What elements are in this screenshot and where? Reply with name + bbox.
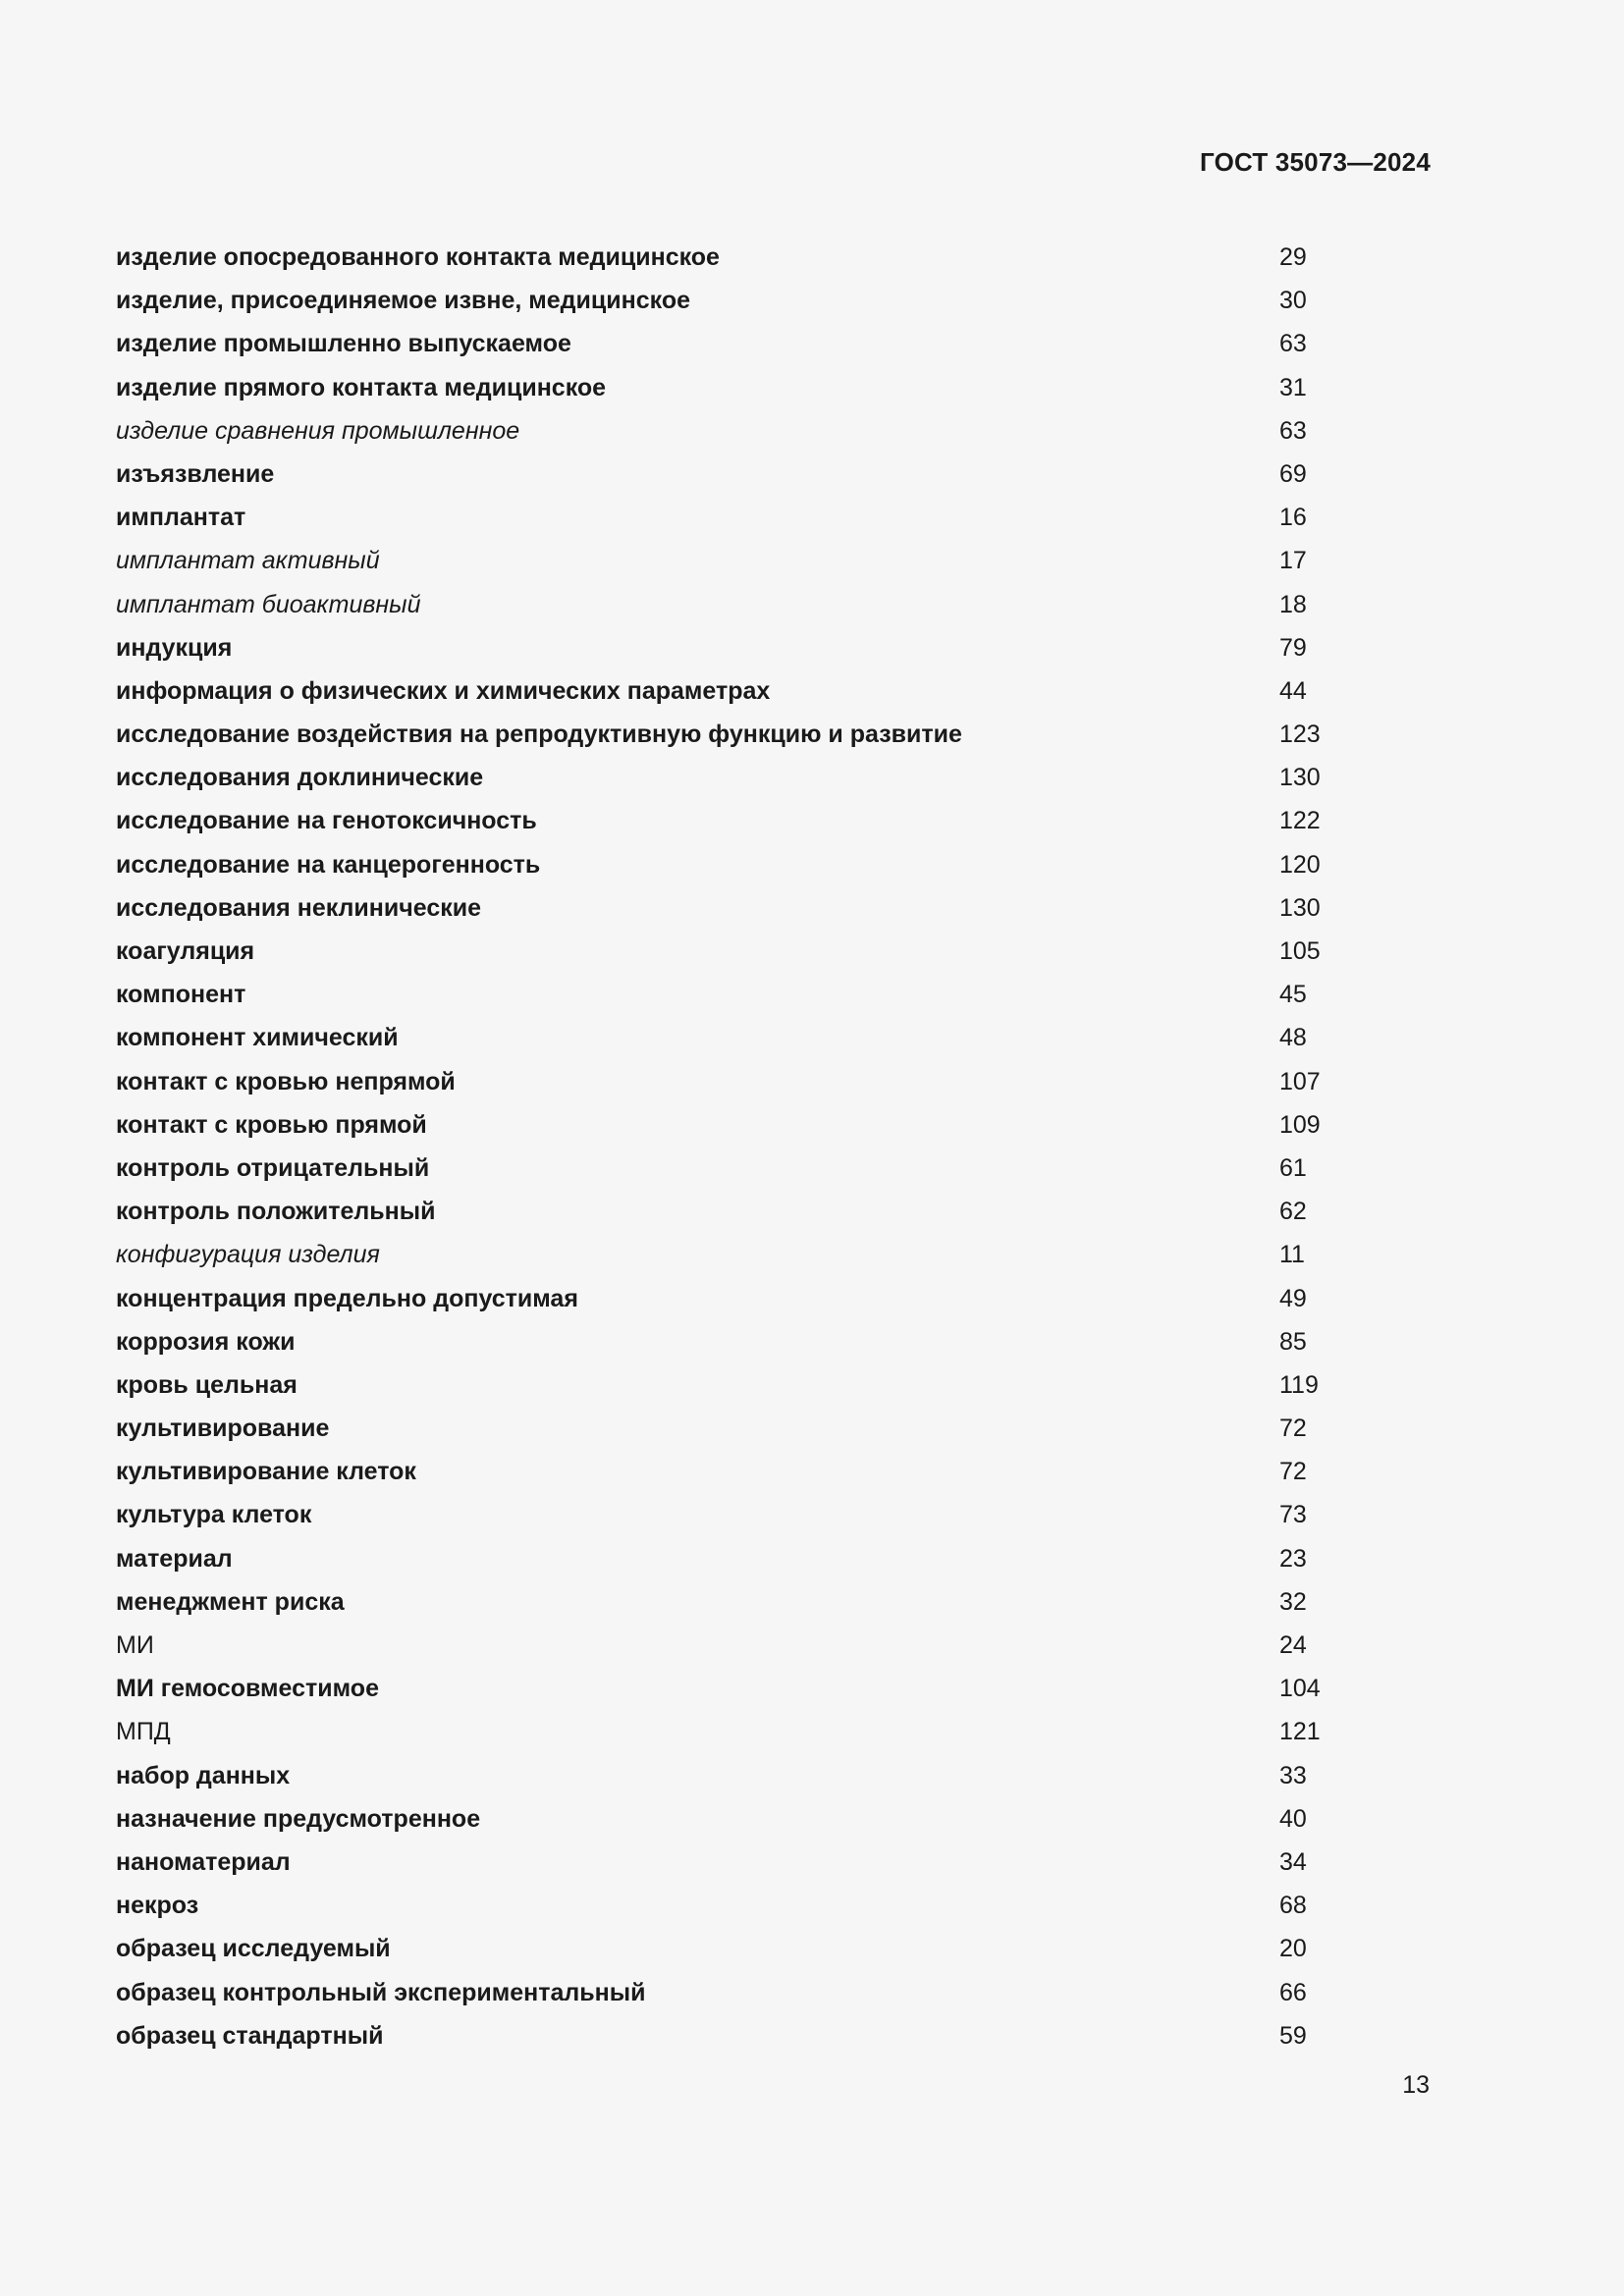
index-term-number: 40 [1279,1804,1307,1833]
index-term: имплантат активный [116,547,380,575]
index-entry [116,1367,1392,1411]
index-term: изделие опосредованного контакта медицинское [116,243,720,271]
index-term: исследования доклинические [116,764,484,792]
index-term-number: 130 [1279,893,1321,922]
index-term-number: 44 [1279,676,1307,705]
index-entry [116,1541,1392,1584]
index-term-number: 48 [1279,1024,1307,1052]
index-entry [116,1020,1392,1063]
index-term-number: 59 [1279,2021,1307,2050]
index-entry [116,456,1392,500]
index-term: исследование воздействия на репродуктивную функцию и развитие [116,721,962,749]
index-term: набор данных [116,1761,291,1789]
index-term: имплантат биоактивный [116,590,421,618]
index-term-number: 31 [1279,373,1307,401]
index-term-number: 18 [1279,590,1307,618]
index-term: конфигурация изделия [116,1241,380,1269]
index-term-number: 33 [1279,1761,1307,1789]
index-term-number: 120 [1279,850,1321,879]
index-term-number: 72 [1279,1458,1307,1486]
index-term-number: 79 [1279,633,1307,662]
index-entry [116,1281,1392,1324]
index-term: образец контрольный экспериментальный [116,1978,646,2006]
index-term-number: 61 [1279,1153,1307,1182]
index-entry [116,1931,1392,1974]
index-entry [116,1758,1392,1801]
index-entry [116,1584,1392,1628]
index-entry [116,760,1392,803]
index-entry [116,1324,1392,1367]
index-entry [116,1064,1392,1107]
index-term-number: 123 [1279,721,1321,749]
index-term-number: 29 [1279,243,1307,271]
index-term-number: 122 [1279,807,1321,835]
index-term: контакт с кровью непрямой [116,1067,456,1095]
index-term: изделие, присоединяемое извне, медицинское [116,287,691,315]
index-term: менеджмент риска [116,1587,345,1616]
index-term-number: 107 [1279,1067,1321,1095]
index-term: наноматериал [116,1847,291,1876]
index-term-number: 68 [1279,1892,1307,1920]
index-term-number: 72 [1279,1415,1307,1443]
index-entry [116,240,1392,283]
index-entry [116,1844,1392,1888]
index-entry [116,934,1392,977]
index-term: исследования неклинические [116,893,482,922]
index-term-number: 130 [1279,764,1321,792]
index-term-number: 66 [1279,1978,1307,2006]
index-term-number: 63 [1279,416,1307,445]
index-term-number: 45 [1279,981,1307,1009]
index-term: некроз [116,1892,199,1920]
index-term: концентрация предельно допустимая [116,1284,578,1312]
index-entry [116,587,1392,630]
index-entry [116,370,1392,413]
index-term: изделие прямого контакта медицинское [116,373,607,401]
index-term-number: 85 [1279,1327,1307,1356]
index-term-number: 119 [1279,1370,1319,1399]
index-entry [116,977,1392,1020]
index-entry [116,413,1392,456]
index-term: изъязвление [116,459,275,488]
index-term-number: 30 [1279,287,1307,315]
index-entry [116,1150,1392,1194]
index-term: контроль положительный [116,1198,436,1226]
index-term-number: 11 [1279,1241,1305,1269]
index-term-number: 32 [1279,1587,1307,1616]
index-entry [116,1107,1392,1150]
index-term: коагуляция [116,937,255,965]
index-term: культивирование [116,1415,330,1443]
index-term: контакт с кровью прямой [116,1110,427,1139]
index-entry [116,1628,1392,1671]
index-entry [116,2018,1392,2061]
index-term-number: 24 [1279,1631,1307,1659]
index-entry [116,803,1392,846]
index-term: МИ гемосовместимое [116,1675,379,1703]
index-entry [116,283,1392,326]
index-entry [116,1454,1392,1497]
index-term: исследование на канцерогенность [116,850,541,879]
index-term: культура клеток [116,1501,312,1529]
index-entry [116,1801,1392,1844]
index-term-number: 49 [1279,1284,1307,1312]
document-header: ГОСТ 35073—2024 [1200,147,1431,177]
index-term-number: 16 [1279,504,1307,532]
index-term: изделие сравнения промышленное [116,416,520,445]
index-entry [116,630,1392,673]
index-entry [116,543,1392,586]
index-term: кровь цельная [116,1370,298,1399]
index-entry [116,847,1392,890]
index-term-number: 23 [1279,1544,1307,1573]
index-term: культивирование клеток [116,1458,416,1486]
index-entry [116,1497,1392,1540]
alphabetical-index [116,240,1392,2061]
index-term: исследование на генотоксичность [116,807,537,835]
index-term: образец исследуемый [116,1935,391,1963]
index-term-number: 63 [1279,330,1307,358]
index-term: индукция [116,633,233,662]
index-term-number: 34 [1279,1847,1307,1876]
index-term-number: 104 [1279,1675,1321,1703]
index-term: образец стандартный [116,2021,384,2050]
index-term-number: 109 [1279,1110,1321,1139]
index-entry [116,890,1392,934]
index-term: материал [116,1544,233,1573]
index-entry [116,1194,1392,1237]
index-entry [116,1237,1392,1280]
index-entry [116,1671,1392,1714]
index-term-number: 17 [1279,547,1307,575]
index-term: изделие промышленно выпускаемое [116,330,571,358]
index-entry [116,1714,1392,1757]
index-entry [116,1975,1392,2018]
index-entry [116,1888,1392,1931]
index-entry [116,500,1392,543]
index-term-number: 121 [1279,1718,1321,1746]
index-term: имплантат [116,504,246,532]
index-term: МПД [116,1718,171,1746]
index-term: компонент [116,981,246,1009]
index-term-number: 62 [1279,1198,1307,1226]
index-entry [116,717,1392,760]
index-entry [116,1411,1392,1454]
index-term-number: 73 [1279,1501,1307,1529]
index-term-number: 105 [1279,937,1321,965]
index-term: контроль отрицательный [116,1153,430,1182]
index-term: МИ [116,1631,154,1659]
page-number: 13 [1402,2071,1430,2099]
index-term-number: 20 [1279,1935,1307,1963]
index-term-number: 69 [1279,459,1307,488]
index-entry [116,673,1392,717]
index-term: компонент химический [116,1024,399,1052]
index-term: назначение предусмотренное [116,1804,481,1833]
index-term: информация о физических и химических параметрах [116,676,771,705]
index-term: коррозия кожи [116,1327,296,1356]
index-entry [116,326,1392,369]
